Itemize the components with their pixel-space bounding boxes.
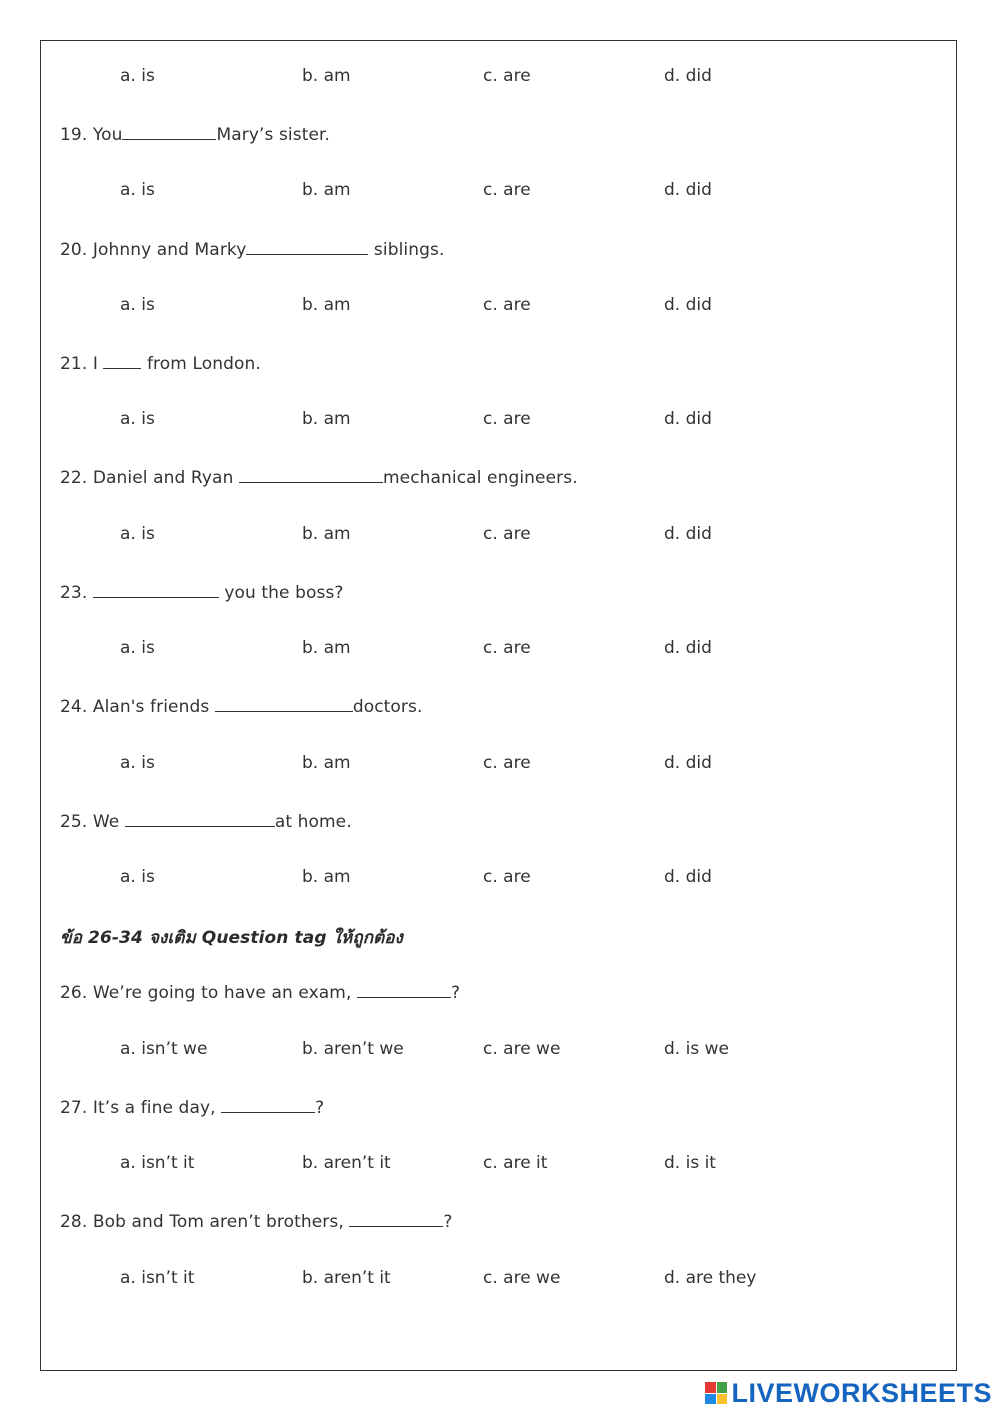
question-25: 25. We at home. (60, 812, 352, 832)
logo-text: LIVEWORKSHEETS (731, 1377, 992, 1408)
answer-blank[interactable] (93, 581, 219, 598)
option-b[interactable]: b. aren’t we (302, 1039, 404, 1059)
option-b[interactable]: b. am (302, 867, 351, 887)
option-b[interactable]: b. am (302, 524, 351, 544)
section-heading: ข้อ 26-34 จงเติม Question tag ให้ถูกต้อง (60, 928, 403, 948)
option-a[interactable]: a. isn’t we (120, 1039, 208, 1059)
option-c[interactable]: c. are (483, 66, 531, 86)
answer-blank[interactable] (103, 352, 141, 369)
option-a[interactable]: a. is (120, 753, 155, 773)
option-d[interactable]: d. did (664, 409, 712, 429)
option-c[interactable]: c. are (483, 867, 531, 887)
question-21: 21. I from London. (60, 354, 261, 374)
option-b[interactable]: b. am (302, 180, 351, 200)
option-d[interactable]: d. did (664, 867, 712, 887)
option-d[interactable]: d. is it (664, 1153, 716, 1173)
answer-blank[interactable] (349, 1210, 443, 1227)
option-b[interactable]: b. am (302, 295, 351, 315)
option-a[interactable]: a. is (120, 867, 155, 887)
option-b[interactable]: b. am (302, 66, 351, 86)
option-b[interactable]: b. am (302, 753, 351, 773)
answer-blank[interactable] (122, 123, 216, 140)
logo-square-icon (705, 1382, 716, 1393)
answer-blank[interactable] (246, 238, 368, 255)
option-c[interactable]: c. are (483, 409, 531, 429)
option-a[interactable]: a. isn’t it (120, 1153, 195, 1173)
question-20: 20. Johnny and Marky siblings. (60, 240, 445, 260)
logo-square-icon (717, 1394, 728, 1405)
option-d[interactable]: d. did (664, 638, 712, 658)
option-b[interactable]: b. am (302, 409, 351, 429)
option-a[interactable]: a. is (120, 638, 155, 658)
question-22: 22. Daniel and Ryan mechanical engineers. (60, 468, 578, 488)
option-d[interactable]: d. did (664, 295, 712, 315)
option-c[interactable]: c. are (483, 180, 531, 200)
question-28: 28. Bob and Tom aren’t brothers, ? (60, 1212, 453, 1232)
option-b[interactable]: b. aren’t it (302, 1268, 391, 1288)
option-d[interactable]: d. did (664, 524, 712, 544)
answer-blank[interactable] (215, 695, 353, 712)
option-c[interactable]: c. are (483, 638, 531, 658)
option-c[interactable]: c. are (483, 524, 531, 544)
option-b[interactable]: b. am (302, 638, 351, 658)
logo-square-icon (717, 1382, 728, 1393)
question-26: 26. We’re going to have an exam, ? (60, 983, 461, 1003)
option-a[interactable]: a. is (120, 66, 155, 86)
answer-blank[interactable] (239, 466, 383, 483)
option-a[interactable]: a. is (120, 524, 155, 544)
logo-mark-icon (705, 1382, 727, 1404)
option-a[interactable]: a. isn’t it (120, 1268, 195, 1288)
question-27: 27. It’s a fine day, ? (60, 1098, 325, 1118)
option-d[interactable]: d. are they (664, 1268, 757, 1288)
question-24: 24. Alan's friends doctors. (60, 697, 423, 717)
option-b[interactable]: b. aren’t it (302, 1153, 391, 1173)
option-a[interactable]: a. is (120, 409, 155, 429)
logo-square-icon (705, 1394, 716, 1405)
option-d[interactable]: d. did (664, 66, 712, 86)
answer-blank[interactable] (125, 810, 275, 827)
option-d[interactable]: d. did (664, 753, 712, 773)
liveworksheets-logo[interactable] (705, 1377, 992, 1409)
option-c[interactable]: c. are we (483, 1039, 561, 1059)
answer-blank[interactable] (221, 1096, 315, 1113)
option-d[interactable]: d. is we (664, 1039, 729, 1059)
option-c[interactable]: c. are (483, 295, 531, 315)
option-a[interactable]: a. is (120, 180, 155, 200)
answer-blank[interactable] (357, 981, 451, 998)
option-c[interactable]: c. are we (483, 1268, 561, 1288)
option-c[interactable]: c. are (483, 753, 531, 773)
option-c[interactable]: c. are it (483, 1153, 548, 1173)
question-23: 23. you the boss? (60, 583, 344, 603)
question-19: 19. You Mary’s sister. (60, 125, 331, 145)
option-d[interactable]: d. did (664, 180, 712, 200)
option-a[interactable]: a. is (120, 295, 155, 315)
